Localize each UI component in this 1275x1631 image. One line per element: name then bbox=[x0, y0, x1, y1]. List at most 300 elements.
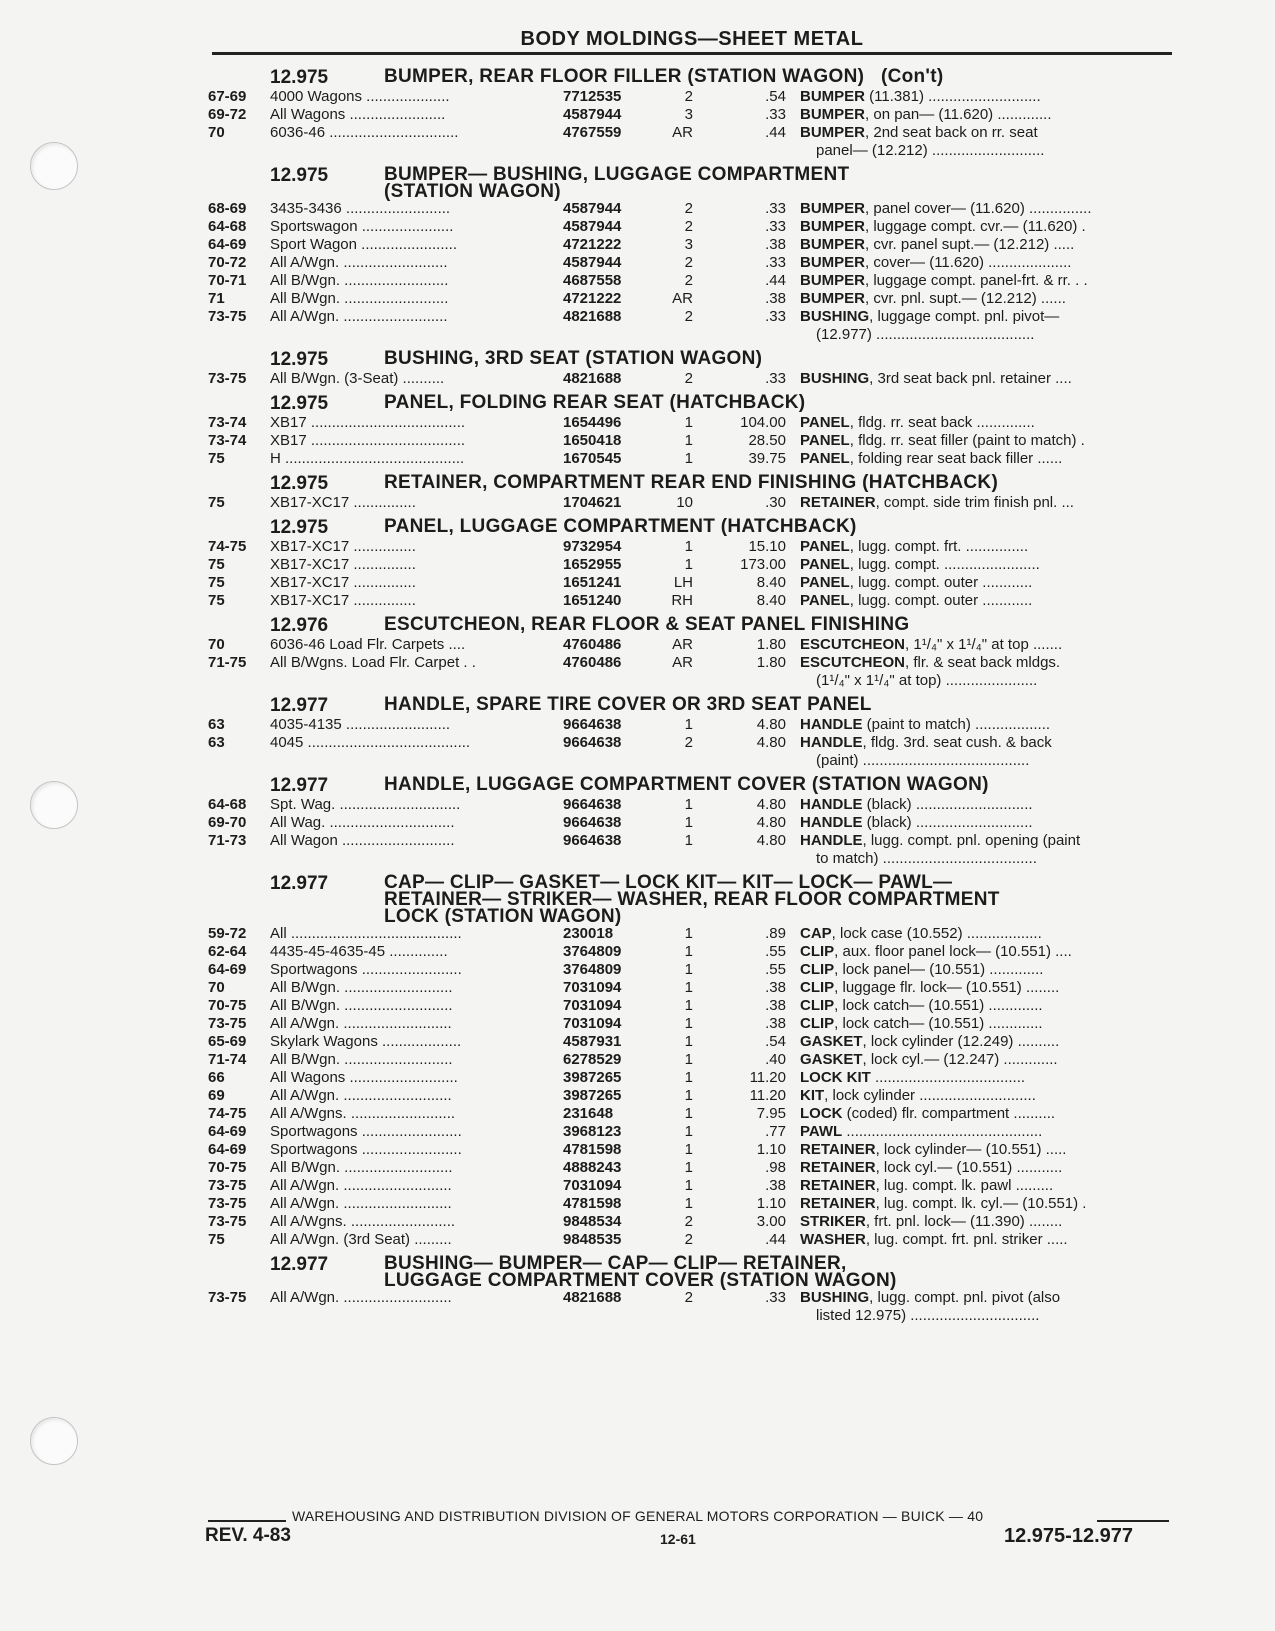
year-range: 73-74 bbox=[208, 432, 247, 449]
section-title bbox=[384, 350, 1104, 367]
section-number: 12.975 bbox=[270, 165, 329, 186]
model-applicability: 4000 Wagons .................... bbox=[270, 88, 450, 105]
footer-division: WAREHOUSING AND DISTRIBUTION DIVISION OF GENERAL MOTORS CORPORATION — BUICK — 40 bbox=[292, 1508, 984, 1524]
price: 3.00 bbox=[756, 1213, 786, 1230]
part-detail: , lugg. compt. outer ............ bbox=[849, 592, 1033, 609]
year-range: 64-68 bbox=[208, 218, 247, 235]
quantity: AR bbox=[672, 654, 693, 671]
part-number: 4821688 bbox=[563, 370, 622, 387]
part-number: 9848535 bbox=[563, 1231, 622, 1248]
price: 4.80 bbox=[756, 716, 786, 733]
part-name: BUMPER bbox=[800, 124, 866, 141]
part-description bbox=[800, 1289, 1168, 1307]
part-detail: , compt. side trim finish pnl. ... bbox=[875, 494, 1074, 511]
quantity: 3 bbox=[684, 106, 693, 123]
price: .30 bbox=[765, 494, 786, 511]
model-applicability: All B/Wgn. .......................... bbox=[270, 1159, 453, 1176]
part-row-continuation bbox=[208, 326, 1168, 344]
part-detail: , lugg. compt. pnl. pivot (also bbox=[869, 1289, 1061, 1306]
part-number: 4587944 bbox=[563, 106, 622, 123]
year-range: 63 bbox=[208, 716, 225, 733]
price: .33 bbox=[765, 106, 786, 123]
year-range: 75 bbox=[208, 574, 225, 591]
model-applicability: All B/Wgn. .......................... bbox=[270, 979, 453, 996]
model-applicability: All B/Wgn. .......................... bbox=[270, 997, 453, 1014]
part-number: 1650418 bbox=[563, 432, 622, 449]
section-title-line: LOCK (STATION WAGON) bbox=[384, 906, 622, 927]
section-title bbox=[384, 616, 1104, 633]
quantity: 1 bbox=[684, 814, 693, 831]
section-title bbox=[384, 394, 1104, 411]
part-number: 1654496 bbox=[563, 414, 622, 431]
model-applicability: XB17-XC17 ............... bbox=[270, 494, 416, 511]
part-name: HANDLE bbox=[800, 814, 863, 831]
model-applicability: Skylark Wagons ................... bbox=[270, 1033, 462, 1050]
revision-label: REV. 4-83 bbox=[205, 1525, 291, 1546]
part-number: 4821688 bbox=[563, 308, 622, 325]
part-name: BUMPER bbox=[800, 200, 866, 217]
year-range: 73-75 bbox=[208, 1213, 247, 1230]
part-row bbox=[208, 925, 1168, 943]
price: .38 bbox=[765, 236, 786, 253]
quantity: 2 bbox=[684, 254, 693, 271]
part-number: 1651241 bbox=[563, 574, 622, 591]
part-number: 9848534 bbox=[563, 1213, 622, 1230]
model-applicability: H ........................................... bbox=[270, 450, 465, 467]
model-applicability: All A/Wgns. ......................... bbox=[270, 1213, 456, 1230]
part-number: 4821688 bbox=[563, 1289, 622, 1306]
quantity: 1 bbox=[684, 414, 693, 431]
part-row bbox=[208, 832, 1168, 850]
part-number: 4781598 bbox=[563, 1141, 622, 1158]
section-heading bbox=[208, 394, 1168, 414]
year-range: 71 bbox=[208, 290, 225, 307]
part-name: ESCUTCHEON bbox=[800, 636, 906, 653]
part-name: PANEL bbox=[800, 556, 850, 573]
year-range: 71-74 bbox=[208, 1051, 247, 1068]
section-heading bbox=[208, 166, 1168, 200]
part-row bbox=[208, 1195, 1168, 1213]
model-applicability: Spt. Wag. ............................. bbox=[270, 796, 461, 813]
quantity: 1 bbox=[684, 943, 693, 960]
year-range: 70 bbox=[208, 979, 225, 996]
header-rule bbox=[212, 52, 1172, 55]
model-applicability: 6036-46 ............................... bbox=[270, 124, 459, 141]
part-detail: , fldg. rr. seat back .............. bbox=[849, 414, 1035, 431]
part-row bbox=[208, 200, 1168, 218]
quantity: 1 bbox=[684, 997, 693, 1014]
part-row bbox=[208, 88, 1168, 106]
part-description bbox=[800, 592, 1168, 610]
part-number: 230018 bbox=[563, 925, 614, 942]
part-description bbox=[800, 1069, 1168, 1087]
part-detail: , cover— (11.620) .................... bbox=[865, 254, 1072, 271]
part-description bbox=[800, 106, 1168, 124]
part-number: 4767559 bbox=[563, 124, 622, 141]
section-title-line: ESCUTCHEON, REAR FLOOR & SEAT PANEL FINISHING bbox=[384, 614, 910, 635]
part-name: BUSHING bbox=[800, 1289, 870, 1306]
model-applicability: All A/Wgn. ......................... bbox=[270, 254, 448, 271]
year-range: 64-69 bbox=[208, 961, 247, 978]
section-title-line: BUMPER, REAR FLOOR FILLER (STATION WAGON) (Con't) bbox=[384, 66, 944, 87]
part-name: ESCUTCHEON bbox=[800, 654, 906, 671]
part-description bbox=[800, 308, 1168, 326]
year-range: 73-75 bbox=[208, 1177, 247, 1194]
part-description bbox=[800, 1141, 1168, 1159]
part-row bbox=[208, 1033, 1168, 1051]
part-row-continuation bbox=[208, 1307, 1168, 1325]
model-applicability: XB17-XC17 ............... bbox=[270, 574, 416, 591]
model-applicability: All A/Wgn. .......................... bbox=[270, 1289, 452, 1306]
part-row bbox=[208, 290, 1168, 308]
year-range: 69 bbox=[208, 1087, 225, 1104]
part-detail: , luggage compt. cvr.— (11.620) . bbox=[865, 218, 1086, 235]
part-number: 9664638 bbox=[563, 716, 622, 733]
section-title bbox=[384, 696, 1104, 713]
quantity: AR bbox=[672, 290, 693, 307]
quantity: AR bbox=[672, 636, 693, 653]
section-heading bbox=[208, 874, 1168, 925]
part-number: 4760486 bbox=[563, 654, 622, 671]
model-applicability: All ......................................... bbox=[270, 925, 462, 942]
part-row bbox=[208, 236, 1168, 254]
model-applicability: 4435-45-4635-45 .............. bbox=[270, 943, 448, 960]
part-name: CLIP bbox=[800, 997, 835, 1014]
quantity: 1 bbox=[684, 979, 693, 996]
binder-hole bbox=[30, 142, 78, 190]
part-name: BUMPER bbox=[800, 236, 866, 253]
part-description bbox=[800, 997, 1168, 1015]
model-applicability: 6036-46 Load Flr. Carpets .... bbox=[270, 636, 466, 653]
price: .55 bbox=[765, 943, 786, 960]
section-number: 12.975 bbox=[270, 517, 329, 538]
part-detail: , lug. compt. lk. pawl ......... bbox=[875, 1177, 1054, 1194]
part-row bbox=[208, 961, 1168, 979]
part-detail: , folding rear seat back filler ...... bbox=[849, 450, 1063, 467]
part-description bbox=[800, 636, 1168, 654]
part-detail: (black) ............................ bbox=[862, 814, 1033, 831]
year-range: 73-75 bbox=[208, 1015, 247, 1032]
quantity: 1 bbox=[684, 1051, 693, 1068]
part-detail: , 2nd seat back on rr. seat bbox=[865, 124, 1038, 141]
part-detail: , 1¹/₄" x 1¹/₄" at top ....... bbox=[905, 636, 1063, 653]
part-description bbox=[800, 370, 1168, 388]
part-description bbox=[800, 716, 1168, 734]
part-detail: , fldg. 3rd. seat cush. & back bbox=[862, 734, 1052, 751]
quantity: 1 bbox=[684, 1015, 693, 1032]
catalog-section bbox=[208, 350, 1168, 388]
footer-rule-right bbox=[1097, 1520, 1169, 1522]
year-range: 64-69 bbox=[208, 1123, 247, 1140]
part-description bbox=[800, 1087, 1168, 1105]
section-title-line: HANDLE, SPARE TIRE COVER OR 3RD SEAT PANEL bbox=[384, 694, 872, 715]
part-number: 7031094 bbox=[563, 1177, 622, 1194]
price: .55 bbox=[765, 961, 786, 978]
part-row bbox=[208, 1015, 1168, 1033]
year-range: 73-75 bbox=[208, 1195, 247, 1212]
year-range: 65-69 bbox=[208, 1033, 247, 1050]
quantity: 2 bbox=[684, 1289, 693, 1306]
year-range: 74-75 bbox=[208, 1105, 247, 1122]
price: .38 bbox=[765, 1177, 786, 1194]
part-number: 4888243 bbox=[563, 1159, 622, 1176]
quantity: 1 bbox=[684, 1105, 693, 1122]
quantity: 1 bbox=[684, 538, 693, 555]
price: .54 bbox=[765, 1033, 786, 1050]
year-range: 70 bbox=[208, 124, 225, 141]
binder-hole bbox=[30, 1417, 78, 1465]
part-number: 9664638 bbox=[563, 832, 622, 849]
part-detail: , lock cylinder (12.249) .......... bbox=[862, 1033, 1060, 1050]
price: 8.40 bbox=[756, 574, 786, 591]
part-name: HANDLE bbox=[800, 734, 863, 751]
part-number: 4760486 bbox=[563, 636, 622, 653]
model-applicability: All B/Wgn. ......................... bbox=[270, 290, 449, 307]
price: .33 bbox=[765, 308, 786, 325]
part-description bbox=[800, 925, 1168, 943]
catalog-section bbox=[208, 696, 1168, 770]
year-range: 70-72 bbox=[208, 254, 247, 271]
part-row bbox=[208, 796, 1168, 814]
part-name: CLIP bbox=[800, 943, 835, 960]
part-row-continuation bbox=[208, 752, 1168, 770]
section-heading bbox=[208, 68, 1168, 88]
price: .33 bbox=[765, 200, 786, 217]
part-row bbox=[208, 432, 1168, 450]
footer-rule-left bbox=[208, 1520, 286, 1522]
section-title bbox=[384, 518, 1104, 535]
part-description bbox=[800, 290, 1168, 308]
part-number: 4587944 bbox=[563, 254, 622, 271]
section-title bbox=[384, 874, 1104, 925]
part-detail-continued: (12.977) ...................................... bbox=[816, 326, 1035, 343]
part-number: 7031094 bbox=[563, 1015, 622, 1032]
quantity: 1 bbox=[684, 1159, 693, 1176]
section-range: 12.975-12.977 bbox=[1004, 1525, 1134, 1547]
part-detail: , lock catch— (10.551) ............. bbox=[834, 1015, 1043, 1032]
part-description bbox=[800, 1177, 1168, 1195]
part-detail: , lock cylinder ............................ bbox=[824, 1087, 1036, 1104]
part-description bbox=[800, 832, 1168, 850]
part-description bbox=[800, 236, 1168, 254]
part-detail: , lugg. compt. ....................... bbox=[849, 556, 1040, 573]
part-description bbox=[800, 1159, 1168, 1177]
part-detail-continued: panel— (12.212) ........................... bbox=[816, 142, 1045, 159]
part-name: PAWL bbox=[800, 1123, 843, 1140]
section-number: 12.975 bbox=[270, 473, 329, 494]
part-row bbox=[208, 1289, 1168, 1307]
price: .38 bbox=[765, 290, 786, 307]
part-name: CLIP bbox=[800, 961, 835, 978]
parts-listing bbox=[208, 62, 1168, 1325]
part-row bbox=[208, 494, 1168, 512]
part-number: 1670545 bbox=[563, 450, 622, 467]
part-detail: , lock cyl.— (12.247) ............. bbox=[862, 1051, 1058, 1068]
quantity: 2 bbox=[684, 1213, 693, 1230]
model-applicability: All Wagon ........................... bbox=[270, 832, 455, 849]
price: 15.10 bbox=[748, 538, 786, 555]
price: 1.10 bbox=[756, 1141, 786, 1158]
year-range: 70-71 bbox=[208, 272, 247, 289]
year-range: 73-75 bbox=[208, 308, 247, 325]
part-row bbox=[208, 636, 1168, 654]
part-number: 3764809 bbox=[563, 961, 622, 978]
quantity: 1 bbox=[684, 1033, 693, 1050]
price: .44 bbox=[765, 1231, 786, 1248]
price: .40 bbox=[765, 1051, 786, 1068]
part-name: BUMPER bbox=[800, 254, 866, 271]
part-row-continuation bbox=[208, 142, 1168, 160]
part-description bbox=[800, 1033, 1168, 1051]
price: .33 bbox=[765, 370, 786, 387]
part-name: RETAINER bbox=[800, 1141, 876, 1158]
part-row bbox=[208, 1231, 1168, 1249]
price: .33 bbox=[765, 254, 786, 271]
model-applicability: XB17-XC17 ............... bbox=[270, 592, 416, 609]
price: 173.00 bbox=[740, 556, 786, 573]
model-applicability: XB17 ..................................... bbox=[270, 414, 466, 431]
model-applicability: Sportwagons ........................ bbox=[270, 961, 462, 978]
part-description bbox=[800, 88, 1168, 106]
part-description bbox=[800, 432, 1168, 450]
part-description bbox=[800, 1123, 1168, 1141]
year-range: 66 bbox=[208, 1069, 225, 1086]
model-applicability: Sportswagon ...................... bbox=[270, 218, 454, 235]
part-number: 3968123 bbox=[563, 1123, 622, 1140]
part-name: CAP bbox=[800, 925, 832, 942]
year-range: 75 bbox=[208, 592, 225, 609]
model-applicability: XB17 ..................................... bbox=[270, 432, 466, 449]
model-applicability: Sportwagons ........................ bbox=[270, 1141, 462, 1158]
part-row bbox=[208, 1051, 1168, 1069]
price: .38 bbox=[765, 979, 786, 996]
part-detail: , cvr. panel supt.— (12.212) ..... bbox=[865, 236, 1075, 253]
year-range: 75 bbox=[208, 1231, 225, 1248]
price: .89 bbox=[765, 925, 786, 942]
part-description bbox=[800, 654, 1168, 672]
price: 11.20 bbox=[749, 1069, 786, 1086]
part-number: 3764809 bbox=[563, 943, 622, 960]
section-heading bbox=[208, 350, 1168, 370]
part-number: 4721222 bbox=[563, 290, 622, 307]
section-title bbox=[384, 166, 1104, 200]
part-row bbox=[208, 1069, 1168, 1087]
part-description bbox=[800, 556, 1168, 574]
part-detail: , 3rd seat back pnl. retainer .... bbox=[869, 370, 1072, 387]
year-range: 73-75 bbox=[208, 1289, 247, 1306]
part-detail: (paint to match) .................. bbox=[862, 716, 1051, 733]
part-detail: , luggage compt. pnl. pivot— bbox=[869, 308, 1060, 325]
part-row bbox=[208, 218, 1168, 236]
year-range: 62-64 bbox=[208, 943, 247, 960]
catalog-section bbox=[208, 874, 1168, 1249]
price: 1.80 bbox=[756, 636, 786, 653]
section-heading bbox=[208, 776, 1168, 796]
model-applicability: All B/Wgn. .......................... bbox=[270, 1051, 453, 1068]
part-detail: , luggage flr. lock— (10.551) ........ bbox=[834, 979, 1060, 996]
part-description bbox=[800, 414, 1168, 432]
catalog-section bbox=[208, 68, 1168, 160]
part-description bbox=[800, 1195, 1168, 1213]
part-row bbox=[208, 272, 1168, 290]
quantity: RH bbox=[671, 592, 693, 609]
part-row bbox=[208, 1123, 1168, 1141]
model-applicability: XB17-XC17 ............... bbox=[270, 538, 416, 555]
quantity: 1 bbox=[684, 432, 693, 449]
part-number: 1651240 bbox=[563, 592, 622, 609]
part-detail: , lugg. compt. pnl. opening (paint bbox=[862, 832, 1081, 849]
year-range: 70-75 bbox=[208, 997, 247, 1014]
model-applicability: All B/Wgn. ......................... bbox=[270, 272, 449, 289]
section-title-line: (STATION WAGON) bbox=[384, 181, 561, 202]
section-heading bbox=[208, 1255, 1168, 1289]
part-name: RETAINER bbox=[800, 1195, 876, 1212]
section-title bbox=[384, 1255, 1104, 1289]
price: 4.80 bbox=[756, 796, 786, 813]
year-range: 64-69 bbox=[208, 236, 247, 253]
part-description bbox=[800, 734, 1168, 752]
page-number: 12-61 bbox=[660, 1531, 696, 1547]
part-description bbox=[800, 450, 1168, 468]
part-number: 7712535 bbox=[563, 88, 622, 105]
section-title bbox=[384, 474, 1104, 491]
part-name: BUMPER bbox=[800, 272, 866, 289]
price: 28.50 bbox=[748, 432, 786, 449]
part-detail: , panel cover— (11.620) ............... bbox=[865, 200, 1092, 217]
part-description bbox=[800, 494, 1168, 512]
price: 4.80 bbox=[756, 814, 786, 831]
year-range: 69-70 bbox=[208, 814, 247, 831]
price: 4.80 bbox=[756, 832, 786, 849]
part-row bbox=[208, 538, 1168, 556]
part-number: 1704621 bbox=[563, 494, 622, 511]
part-name: BUSHING bbox=[800, 370, 870, 387]
quantity: 2 bbox=[684, 88, 693, 105]
part-description bbox=[800, 272, 1168, 290]
part-name: GASKET bbox=[800, 1051, 863, 1068]
quantity: 1 bbox=[684, 1141, 693, 1158]
part-detail: , lug. compt. lk. cyl.— (10.551) . bbox=[875, 1195, 1087, 1212]
model-applicability: 4035-4135 ......................... bbox=[270, 716, 451, 733]
catalog-section bbox=[208, 166, 1168, 344]
section-number: 12.976 bbox=[270, 615, 329, 636]
part-row bbox=[208, 1159, 1168, 1177]
part-row bbox=[208, 716, 1168, 734]
part-name: RETAINER bbox=[800, 494, 876, 511]
part-detail: , cvr. pnl. supt.— (12.212) ...... bbox=[865, 290, 1066, 307]
part-detail: (black) ............................ bbox=[862, 796, 1033, 813]
part-name: KIT bbox=[800, 1087, 825, 1104]
part-number: 4587944 bbox=[563, 218, 622, 235]
quantity: AR bbox=[672, 124, 693, 141]
part-number: 3987265 bbox=[563, 1087, 622, 1104]
price: 11.20 bbox=[749, 1087, 786, 1104]
section-title-line: CAP— CLIP— GASKET— LOCK KIT— KIT— LOCK— PAWL— bbox=[384, 872, 953, 893]
section-number: 12.977 bbox=[270, 1254, 329, 1275]
part-detail: , lock cyl.— (10.551) ........... bbox=[875, 1159, 1063, 1176]
part-detail: , on pan— (11.620) ............. bbox=[865, 106, 1052, 123]
part-row-continuation bbox=[208, 672, 1168, 690]
part-description bbox=[800, 979, 1168, 997]
part-name: PANEL bbox=[800, 414, 850, 431]
part-row bbox=[208, 450, 1168, 468]
part-row bbox=[208, 1213, 1168, 1231]
price: .38 bbox=[765, 1015, 786, 1032]
part-row bbox=[208, 734, 1168, 752]
model-applicability: All Wagons .......................... bbox=[270, 1069, 458, 1086]
model-applicability: Sportwagons ........................ bbox=[270, 1123, 462, 1140]
quantity: 10 bbox=[676, 494, 693, 511]
